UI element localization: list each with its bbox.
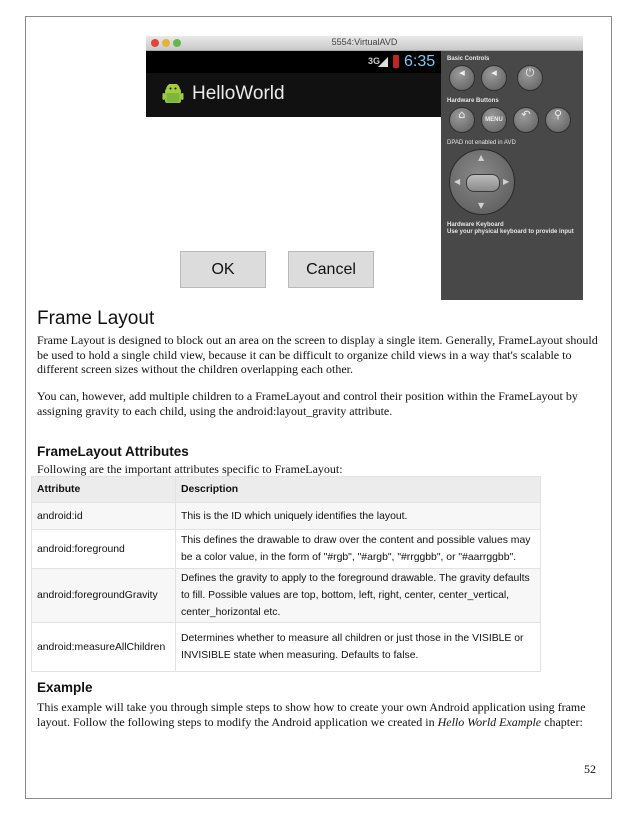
android-icon (162, 84, 184, 106)
volume-down-icon[interactable]: ◂ (449, 65, 475, 91)
dpad-right-icon[interactable]: ▶ (503, 177, 510, 186)
attribute-name: android:id (32, 503, 176, 530)
gravity-paragraph: You can, however, add multiple children to a FrameLayout and control their position within the FrameLayout by assigning gravity to each child, using the android:layout_gravity attribute. (37, 389, 578, 418)
intro-paragraph: Frame Layout is designed to block out an area on the screen to display a single item. Generally, FrameLayout should be used to hold a single child view, because it can be difficult to organize child views in a way that's scalable to different screen sizes without the children overlapping each other. (37, 333, 598, 376)
table-row (32, 623, 541, 672)
hardware-keyboard-note: Use your physical keyboard to provide input (447, 229, 574, 235)
dpad-down-icon[interactable]: ▼ (478, 201, 485, 210)
attribute-name: android:measureAllChildren (32, 623, 176, 672)
back-icon[interactable]: ↶ (513, 107, 539, 133)
attribute-name: android:foregroundGravity (32, 569, 176, 623)
basic-controls-label: Basic Controls (447, 56, 490, 62)
hello-world-reference: Hello World Example (437, 714, 542, 729)
table-row (32, 569, 541, 623)
example-heading: Example (37, 680, 93, 695)
attribute-description: Determines whether to measure all children or just those in the VISIBLE or INVISIBLE state when measuring. Defaults to false. (176, 623, 541, 672)
hardware-keyboard-label: Hardware Keyboard (447, 222, 504, 228)
volume-up-icon[interactable]: ◂ (481, 65, 507, 91)
search-icon[interactable]: ⚲ (545, 107, 571, 133)
example-text: This example will take you through simple steps to show how to create your own Android application using frame layout. Follow the following steps to modify the Android application we created in (37, 700, 586, 729)
dpad-up-icon[interactable]: ▲ (478, 153, 485, 162)
example-paragraph (37, 700, 600, 729)
example-text-end: chapter: (541, 714, 583, 729)
device-screen (146, 51, 441, 300)
network-type: 3G (368, 56, 381, 66)
battery-icon (393, 55, 399, 68)
hardware-buttons-label: Hardware Buttons (447, 98, 499, 104)
attribute-name: android:foreground (32, 530, 176, 569)
attribute-description: Defines the gravity to apply to the foreground drawable. The gravity defaults to fill. Possible values are top, bottom, left, right, center, center_vertical, center_horizontal etc. (176, 569, 541, 623)
dpad-left-icon[interactable]: ◀ (454, 177, 461, 186)
section-title: Frame Layout (37, 308, 155, 329)
status-bar (146, 51, 441, 73)
attributes-heading: FrameLayout Attributes (37, 444, 189, 459)
app-title: HelloWorld (192, 83, 285, 104)
column-header-description: Description (176, 477, 541, 503)
attribute-description: This is the ID which uniquely identifies the layout. (176, 503, 541, 530)
emulator-window-title: 5554:VirtualAVD (331, 37, 398, 47)
emulator-screenshot (146, 36, 583, 300)
attributes-table (31, 476, 541, 672)
emulator-titlebar (146, 36, 583, 51)
emulator-control-panel (441, 51, 583, 300)
dpad-note: DPAD not enabled in AVD (447, 140, 516, 146)
column-header-attribute: Attribute (32, 477, 176, 503)
attributes-intro: Following are the important attributes specific to FrameLayout: (37, 462, 343, 476)
table-row (32, 503, 541, 530)
action-bar (146, 73, 441, 117)
page-number: 52 (584, 762, 596, 776)
home-icon[interactable]: ⌂ (449, 107, 475, 133)
menu-button[interactable]: MENU (481, 107, 507, 133)
table-row (32, 530, 541, 569)
power-icon[interactable]: ⏻ (517, 65, 543, 91)
dpad-center-button[interactable] (466, 174, 500, 192)
ok-button[interactable]: OK (180, 251, 266, 288)
attribute-description: This defines the drawable to draw over the content and possible values may be a color value, in the form of "#rgb", "#argb", "#rrggbb", or "#aarrggbb". (176, 530, 541, 569)
table-header-row (32, 477, 541, 503)
cancel-button[interactable]: Cancel (288, 251, 374, 288)
status-clock: 6:35 (404, 53, 436, 70)
signal-icon (378, 57, 388, 67)
dpad-control[interactable] (449, 149, 515, 215)
